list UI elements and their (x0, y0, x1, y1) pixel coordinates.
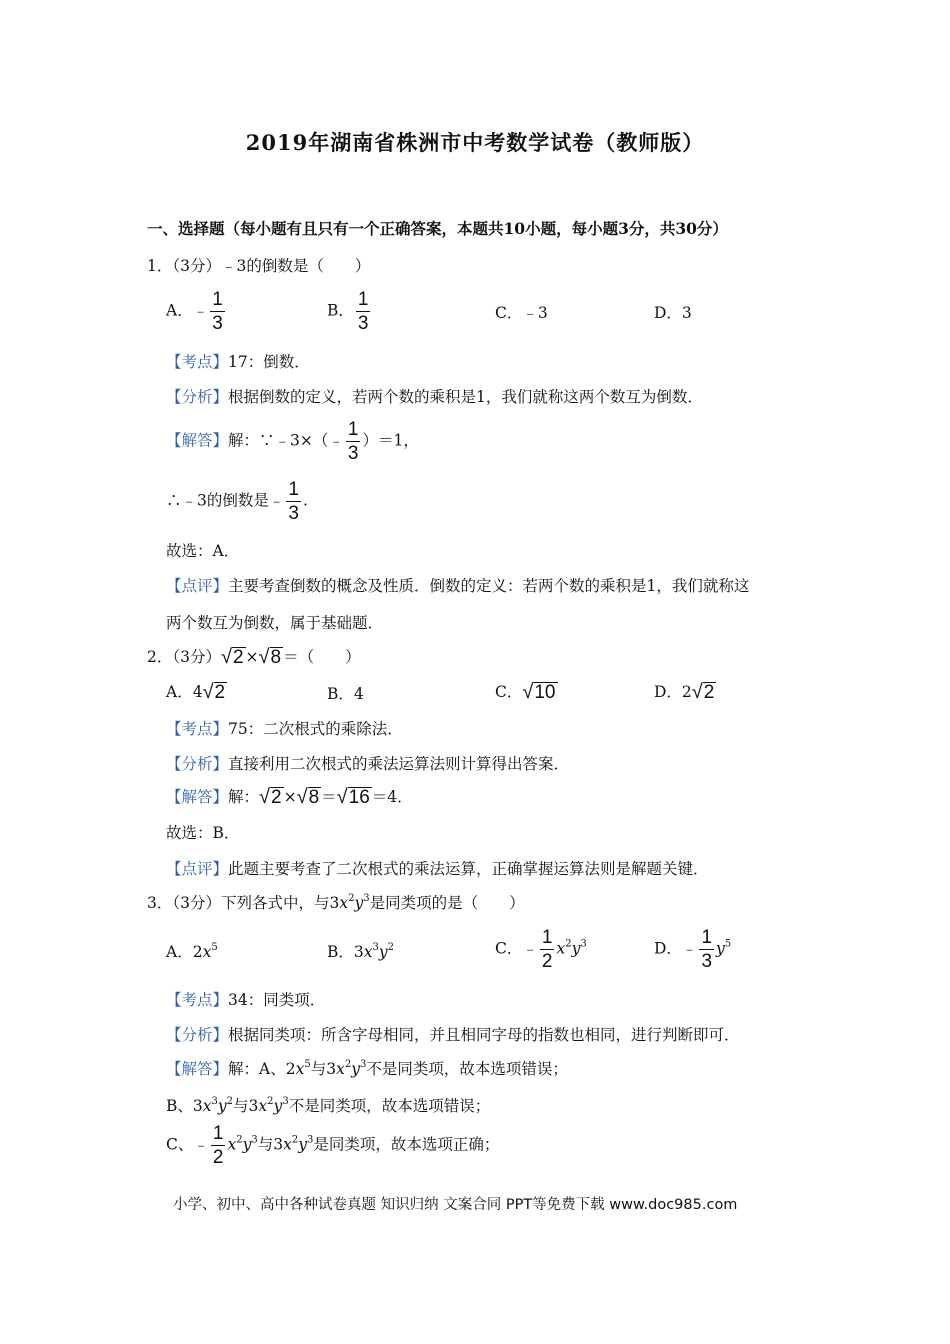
q1-choice: 故选：A． (166, 542, 240, 560)
q3-stem: 3．（3分）下列各式中，与$3x^2y^3$是同类项的是（ ） (147, 893, 525, 912)
q2-option-d: D．2 √ 2 (654, 681, 715, 704)
q2-choice: 故选：B． (166, 824, 240, 842)
q1-kaodian: 【考点】17：倒数． (166, 353, 310, 371)
sqrt: √ 2 (202, 681, 226, 704)
fraction: $\frac{1}{3}$ (288, 479, 299, 524)
q3-option-d: D．﹣ $\frac{1}{3}$ $y^5$ (654, 927, 732, 972)
q3-option-c: C．﹣ $\frac{1}{2}$ $x^2y^3$ (495, 927, 587, 972)
q2-jieda: 【解答】解： √ 2 × √ 8 ＝ √ 16 ＝4． (166, 786, 413, 809)
footer-banner[interactable]: 小学、初中、高中各种试卷真题 知识归纳 文案合同 PPT等免费下载 www.doc985.com (173, 1197, 738, 1213)
fraction: $\frac{1}{3}$ (357, 289, 369, 334)
q2-option-c: C． √ 10 (495, 681, 556, 704)
sqrt: √ 10 (522, 681, 556, 704)
q1-jieda: 【解答】解：∵﹣3×（﹣ $\frac{1}{3}$ ）＝1， (166, 419, 419, 464)
q2-option-a: A．4 √ 2 (166, 681, 226, 704)
q3-jieda: 【解答】解：A、$2x^5$与$3x^2y^3$不是同类项，故本选项错误； (166, 1059, 568, 1078)
q3-fenxi: 【分析】根据同类项：所含字母相同，并且相同字母的指数也相同，进行判断即可． (166, 1026, 740, 1044)
q1-option-c: C．﹣3 (495, 304, 548, 322)
q1-fenxi: 【分析】根据倒数的定义，若两个数的乘积是1，我们就称这两个数互为倒数． (166, 388, 703, 406)
q2-stem: 2．（3分） √ 2 × √ 8 ＝（ ） (147, 646, 361, 669)
fraction: $\frac{1}{3}$ (347, 419, 359, 464)
q1-option-d: D．3 (654, 304, 692, 322)
section-heading: 一、选择题（每小题有且只有一个正确答案，本题共10小题，每小题3分，共30分） (147, 219, 728, 238)
q3-jieda-c: C、﹣ $\frac{1}{2}$ $x^2y^3$与$3x^2y^3$是同类项，故本选项正确； (166, 1123, 500, 1168)
q1-dianping-cont: 两个数互为倒数，属于基础题． (166, 614, 384, 632)
q2-dianping: 【点评】此题主要考查了二次根式的乘法运算，正确掌握运算法则是解题关键． (166, 860, 709, 878)
q3-jieda-b: B、$3x^3y^2$与$3x^2y^3$不是同类项，故本选项错误； (166, 1096, 491, 1115)
sqrt: √ 2 (259, 786, 282, 809)
document-title: 2019年湖南省株洲市中考数学试卷（教师版） (245, 130, 705, 155)
sqrt: √ 16 (336, 786, 370, 809)
sqrt: √ 2 (220, 646, 244, 669)
fraction: $\frac{1}{3}$ (212, 289, 223, 334)
q1-stem: 1．（3分）﹣3的倒数是（ ） (147, 257, 371, 275)
q1-therefore: ∴﹣3的倒数是﹣ $\frac{1}{3}$ . (166, 479, 308, 524)
q1-option-b: B． $\frac{1}{3}$ (327, 289, 369, 334)
sqrt: √ 2 (691, 681, 715, 704)
q2-fenxi: 【分析】直接利用二次根式的乘法运算法则计算得出答案． (166, 755, 570, 773)
sqrt: √ 8 (258, 646, 282, 669)
q1-dianping: 【点评】主要考查倒数的概念及性质．倒数的定义：若两个数的乘积是1，我们就称这 (166, 577, 750, 595)
sqrt: √ 8 (296, 786, 320, 809)
q3-kaodian: 【考点】34：同类项． (166, 991, 326, 1009)
fraction: $\frac{1}{2}$ (212, 1123, 224, 1168)
q1-option-a: A．﹣ $\frac{1}{3}$ (166, 289, 223, 334)
fraction: $\frac{1}{2}$ (541, 927, 553, 972)
q3-option-b: B．$3x^3y^2$ (327, 942, 395, 961)
q2-kaodian: 【考点】75：二次根式的乘除法． (166, 720, 403, 738)
q2-option-b: B．4 (327, 685, 364, 703)
fraction: $\frac{1}{3}$ (701, 927, 713, 972)
q3-option-a: A．$2x^5$ (166, 942, 218, 961)
